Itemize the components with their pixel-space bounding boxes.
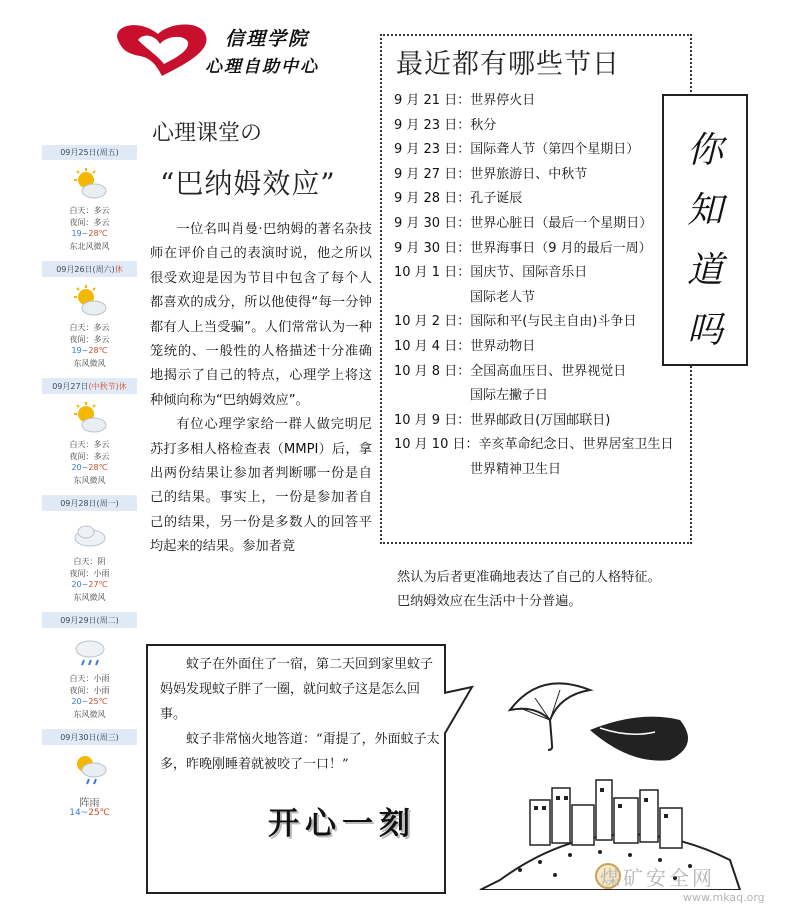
sun-cloud-icon — [72, 167, 108, 201]
weather-wind: 东风微风 — [73, 476, 106, 485]
joke-paragraph: 蚊子在外面住了一宿，第二天回到家里蚊子妈妈发现蚊子胖了一圈，就问蚊子这是怎么回事。 — [160, 657, 434, 722]
joke-title: 开心一刻 — [268, 806, 416, 842]
weather-day — [42, 730, 137, 850]
holiday-item: 9 月 23 日：国际聋人节（第四个星期日） — [394, 142, 640, 158]
joke-text — [160, 652, 440, 777]
holidays-list — [394, 89, 694, 483]
weather-summary: 阵雨 — [79, 798, 100, 809]
watermark-url: www.mkaq.org — [683, 891, 765, 904]
weather-day-desc: 白天：多云 — [69, 206, 110, 215]
holidays-title: 最近都有哪些节日 — [396, 49, 620, 80]
weather-forecast — [42, 145, 137, 850]
weather-night-desc: 夜间：小雨 — [69, 686, 110, 695]
holiday-item: 10 月 9 日：世界邮政日(万国邮联日) — [394, 412, 611, 428]
umbrella-city-illustration-icon — [440, 650, 785, 890]
weather-temp: 19~28℃ — [71, 229, 108, 238]
holiday-item: 9 月 30 日：世界心脏日（最后一个星期日） — [394, 215, 653, 231]
sun-rain-icon — [72, 752, 108, 786]
weather-date: 09月28日(周一) — [42, 496, 137, 511]
holiday-item-extra: 国际左撇子日 — [470, 388, 549, 404]
weather-temp: 20~25℃ — [71, 697, 108, 706]
weather-date: 09月27日(中秋节)休 — [42, 379, 137, 394]
did-you-know-char: 道 — [686, 250, 723, 291]
article-body — [150, 218, 372, 560]
weather-date: 09月26日(周六)休 — [42, 262, 137, 277]
weather-night-desc: 夜间：多云 — [69, 335, 110, 344]
weather-night-desc: 夜间：多云 — [69, 452, 110, 461]
holiday-item: 9 月 30 日：世界海事日（9 月的最后一周） — [394, 240, 652, 256]
weather-day — [42, 496, 137, 613]
weather-day — [42, 145, 137, 262]
weather-temp: 19~28℃ — [71, 346, 108, 355]
article-line: 然认为后者更准确地表达了自己的人格特征。 — [397, 570, 661, 585]
weather-temp: 20~27℃ — [71, 580, 108, 589]
weather-temp: 20~28℃ — [71, 463, 108, 472]
watermark-text: 煤矿安全网 — [600, 866, 715, 890]
holiday-item: 10 月 1 日：国庆节、国际音乐日 — [394, 265, 588, 281]
holiday-item: 9 月 28 日：孔子诞辰 — [394, 191, 523, 207]
sun-cloud-icon — [72, 284, 108, 318]
holiday-item: 10 月 10 日：辛亥革命纪念日、世界居室卫生日 — [394, 437, 674, 453]
did-you-know-char: 知 — [686, 190, 723, 231]
holiday-item: 10 月 8 日：全国高血压日、世界视觉日 — [394, 363, 627, 379]
rain-cloud-icon — [72, 635, 108, 669]
weather-date: 09月29日(周二) — [42, 613, 137, 628]
article-line: 巴纳姆效应在生活中十分普遍。 — [397, 594, 582, 610]
weather-day-desc: 白天：阴 — [73, 557, 106, 566]
holiday-item: 9 月 23 日：秋分 — [394, 117, 497, 133]
weather-wind: 东风微风 — [73, 593, 106, 602]
weather-day-desc: 白天：多云 — [69, 323, 110, 332]
holiday-item-extra: 国际老人节 — [470, 289, 536, 305]
logo-subtitle: 心理自助中心 — [205, 57, 319, 77]
joke-paragraph: 蚊子非常恼火地答道：“甭提了，外面蚊子太多，昨晚刚睡着就被咬了一口！” — [160, 732, 440, 772]
did-you-know-char: 你 — [686, 130, 723, 171]
article-continuation — [397, 566, 717, 615]
weather-temp: 14~25℃ — [69, 808, 110, 818]
weather-night-desc: 夜间：多云 — [69, 218, 110, 227]
cloud-icon — [72, 518, 108, 552]
did-you-know-char: 吗 — [686, 310, 723, 351]
weather-wind: 东风微风 — [73, 359, 106, 368]
weather-day-desc: 白天：多云 — [69, 440, 110, 449]
holiday-item-extra: 世界精神卫生日 — [470, 461, 562, 477]
holiday-item: 10 月 2 日：国际和平(与民主自由)斗争日 — [394, 314, 637, 330]
weather-date: 09月25日(周五) — [42, 145, 137, 160]
article-paragraph: 一位名叫肖曼·巴纳姆的著名杂技师在评价自己的表演时说，他之所以很受欢迎是因为节目中包含了每个人都喜欢的成分，所以他使得“每一分钟都有人上当受骗”。人们常常认为一种笼统的、一般性的人格描述十分准确地揭示了自己的特点，心理学上将这种倾向称为“巴纳姆效应”。 — [150, 222, 372, 408]
article-paragraph: 有位心理学家给一群人做完明尼苏打多相人格检查表（MMPI）后，拿出两份结果让参加者判断哪一份是自己的结果。事实上，一份是参加者自己的结果，另一份是多数人的回答平均起来的结果。参加者竟 — [150, 417, 372, 555]
holiday-item: 9 月 27 日：世界旅游日、中秋节 — [394, 166, 588, 182]
weather-day — [42, 379, 137, 496]
weather-date: 09月30日(周三) — [42, 730, 137, 745]
sun-cloud-icon — [72, 401, 108, 435]
weather-wind: 东风微风 — [73, 710, 106, 719]
weather-night-desc: 夜间：小雨 — [69, 569, 110, 578]
article-subtitle: “巴纳姆效应” — [160, 167, 336, 200]
weather-day — [42, 613, 137, 730]
weather-day — [42, 262, 137, 379]
did-you-know-box — [662, 94, 748, 366]
weather-day-desc: 白天：小雨 — [69, 674, 110, 683]
holiday-item: 10 月 4 日：世界动物日 — [394, 338, 536, 354]
weather-wind: 东北风微风 — [69, 242, 110, 251]
article-title: 心理课堂の — [152, 121, 263, 146]
holiday-item: 9 月 21 日：世界停火日 — [394, 93, 536, 108]
logo-title: 信理学院 — [225, 28, 310, 50]
